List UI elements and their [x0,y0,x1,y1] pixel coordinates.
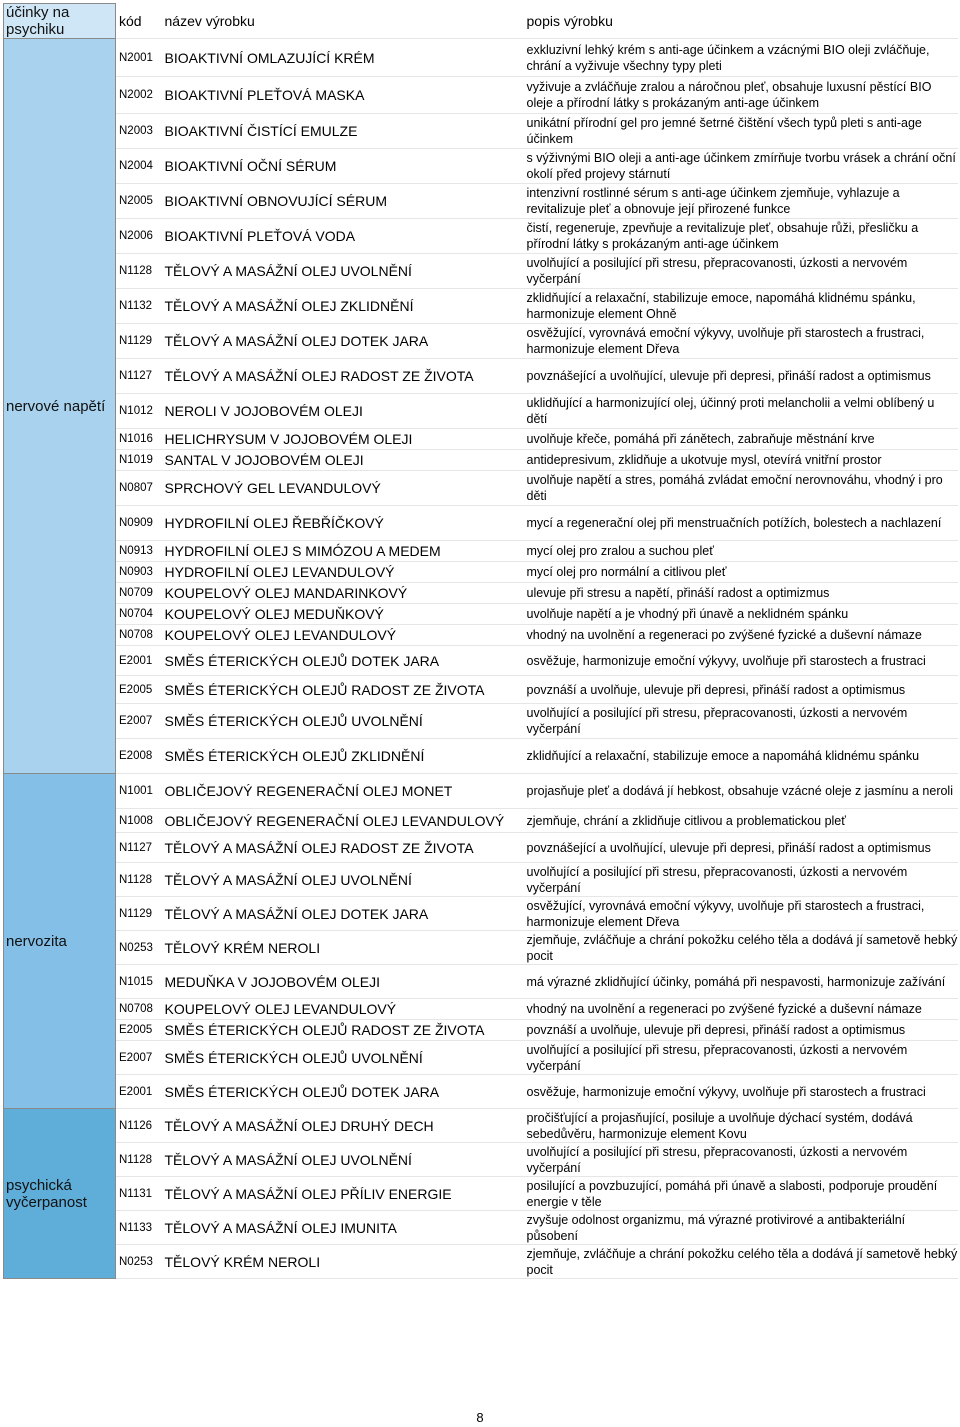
table-row [4,739,958,774]
product-code: N1132 [116,289,162,324]
page-number: 8 [476,1410,484,1425]
table-row [4,324,958,359]
table-row [4,506,958,541]
product-code: N1128 [116,1143,162,1177]
product-description: osvěžující, vyrovnává emoční výkyvy, uvolňuje při starostech a frustraci, harmonizuje element Dřeva [524,324,958,359]
product-description: má výrazné zklidňující účinky, pomáhá při nespavosti, harmonizuje zažívání [524,965,958,999]
product-code: N2004 [116,149,162,184]
table-row [4,254,958,289]
product-name: OBLIČEJOVÝ REGENERAČNÍ OLEJ MONET [162,774,524,809]
table-row [4,646,958,676]
category-cell: nervové napětí [4,39,116,774]
product-description: povznášející a uvolňující, ulevuje při depresi, přináší radost a optimismus [524,833,958,863]
description-header: popis výrobku [524,4,958,39]
table-row [4,359,958,394]
product-description: povznáší a uvolňuje, ulevuje při depresi, přináší radost a optimismus [524,1020,958,1041]
product-description: pročišťující a projasňující, posiluje a uvolňuje dýchací systém, dodává sebedůvěru, harmonizuje element Kovu [524,1109,958,1143]
product-description: s výživnými BIO oleji a anti-age účinkem zmírňuje tvorbu vrásek a chrání oční okolí před projevy stárnutí [524,149,958,184]
product-description: uvolňující a posilující při stresu, přepracovanosti, úzkosti a nervovém vyčerpání [524,704,958,739]
table-row [4,833,958,863]
category-header: účinky na psychiku [4,4,116,39]
product-code: N1016 [116,429,162,450]
table-row [4,1075,958,1109]
product-description: projasňuje pleť a dodává jí hebkost, obsahuje vzácné oleje z jasmínu a neroli [524,774,958,809]
table-row [4,999,958,1020]
product-description: mycí olej pro normální a citlivou pleť [524,562,958,583]
product-code: N1019 [116,450,162,471]
product-description: unikátní přírodní gel pro jemné šetrné čištění všech typů pleti s anti-age účinkem [524,114,958,149]
product-description: povznáší a uvolňuje, ulevuje při depresi, přináší radost a optimismus [524,676,958,704]
product-description: antidepresivum, zklidňuje a ukotvuje mysl, otevírá vnitřní prostor [524,450,958,471]
table-row [4,1177,958,1211]
product-name: HELICHRYSUM V JOJOBOVÉM OLEJI [162,429,524,450]
product-description: vhodný na uvolnění a regeneraci po zvýšené fyzické a duševní námaze [524,625,958,646]
product-name: BIOAKTIVNÍ OČNÍ SÉRUM [162,149,524,184]
product-description: osvěžující, vyrovnává emoční výkyvy, uvolňuje při starostech a frustraci, harmonizuje element Dřeva [524,897,958,931]
product-name: KOUPELOVÝ OLEJ MEDUŇKOVÝ [162,604,524,625]
product-name: TĚLOVÝ A MASÁŽNÍ OLEJ DOTEK JARA [162,897,524,931]
product-code: N1129 [116,324,162,359]
product-code: N1128 [116,863,162,897]
product-description: zvyšuje odolnost organizmu, má výrazné protivirové a antibakteriální působení [524,1211,958,1245]
table-row [4,1143,958,1177]
product-description: mycí olej pro zralou a suchou pleť [524,541,958,562]
product-code: N1129 [116,897,162,931]
product-description: vyživuje a zvláčňuje zralou a náročnou pleť, obsahuje luxusní pěstící BIO oleje a přírodní látky s prokázaným anti-age účinkem [524,77,958,114]
table-row [4,704,958,739]
product-name: TĚLOVÝ A MASÁŽNÍ OLEJ DOTEK JARA [162,324,524,359]
product-code: N0708 [116,625,162,646]
product-description: zjemňuje, chrání a zklidňuje citlivou a problematickou pleť [524,809,958,833]
table-row [4,562,958,583]
product-name: TĚLOVÝ A MASÁŽNÍ OLEJ ZKLIDNĚNÍ [162,289,524,324]
product-name: TĚLOVÝ A MASÁŽNÍ OLEJ DRUHÝ DECH [162,1109,524,1143]
product-description: uvolňuje napětí a stres, pomáhá zvládat emoční nerovnováhu, vhodný i pro děti [524,471,958,506]
product-name: TĚLOVÝ A MASÁŽNÍ OLEJ UVOLNĚNÍ [162,1143,524,1177]
product-code: N0708 [116,999,162,1020]
product-name: TĚLOVÝ KRÉM NEROLI [162,1245,524,1279]
product-description: posilující a povzbuzující, pomáhá při únavě a slabosti, podporuje proudění energie v těle [524,1177,958,1211]
product-code: N0709 [116,583,162,604]
table-row [4,1109,958,1143]
table-row [4,931,958,965]
product-name: SANTAL V JOJOBOVÉM OLEJI [162,450,524,471]
table-row [4,450,958,471]
product-name: OBLIČEJOVÝ REGENERAČNÍ OLEJ LEVANDULOVÝ [162,809,524,833]
product-name: KOUPELOVÝ OLEJ LEVANDULOVÝ [162,625,524,646]
table-body [4,39,958,1279]
table-row [4,604,958,625]
product-code: N2006 [116,219,162,254]
product-name: SMĚS ÉTERICKÝCH OLEJŮ RADOST ZE ŽIVOTA [162,1020,524,1041]
product-description: uvolňující a posilující při stresu, přepracovanosti, úzkosti a nervovém vyčerpání [524,1041,958,1075]
product-description: uvolňuje křeče, pomáhá při zánětech, zabraňuje městnání krve [524,429,958,450]
code-header: kód [116,4,162,39]
product-code: N1015 [116,965,162,999]
product-description: zklidňující a relaxační, stabilizuje emoce, napomáhá klidnému spánku, harmonizuje element Ohně [524,289,958,324]
product-name: TĚLOVÝ A MASÁŽNÍ OLEJ RADOST ZE ŽIVOTA [162,359,524,394]
product-description: uklidňující a harmonizující olej, účinný proti melancholii a velmi oblíbený u dětí [524,394,958,429]
product-code: N1131 [116,1177,162,1211]
product-description: zklidňující a relaxační, stabilizuje emoce a napomáhá klidnému spánku [524,739,958,774]
product-name: BIOAKTIVNÍ PLEŤOVÁ VODA [162,219,524,254]
products-table [3,3,958,1279]
product-description: exkluzivní lehký krém s anti-age účinkem a vzácnými BIO oleji zvláčňuje, chrání a vyživuje všechny typy pleti [524,39,958,77]
product-name: HYDROFILNÍ OLEJ LEVANDULOVÝ [162,562,524,583]
product-description: uvolňující a posilující při stresu, přepracovanosti, úzkosti a nervovém vyčerpání [524,863,958,897]
product-name: MEDUŇKA V JOJOBOVÉM OLEJI [162,965,524,999]
product-name: BIOAKTIVNÍ ČISTÍCÍ EMULZE [162,114,524,149]
table-row [4,583,958,604]
table-row [4,77,958,114]
product-name: KOUPELOVÝ OLEJ MANDARINKOVÝ [162,583,524,604]
product-code: N0903 [116,562,162,583]
product-name: SMĚS ÉTERICKÝCH OLEJŮ UVOLNĚNÍ [162,704,524,739]
product-name: NEROLI V JOJOBOVÉM OLEJI [162,394,524,429]
product-code: E2007 [116,704,162,739]
product-name: TĚLOVÝ A MASÁŽNÍ OLEJ UVOLNĚNÍ [162,254,524,289]
category-cell: psychická vyčerpanost [4,1109,116,1279]
product-code: N1133 [116,1211,162,1245]
product-description: zjemňuje, zvláčňuje a chrání pokožku celého těla a dodává jí sametově hebký pocit [524,1245,958,1279]
table-row [4,1245,958,1279]
product-code: N1128 [116,254,162,289]
table-row [4,625,958,646]
name-header: název výrobku [162,4,524,39]
product-description: mycí a regenerační olej při menstruačních potížích, bolestech a nachlazení [524,506,958,541]
table-row [4,541,958,562]
table-row [4,39,958,77]
product-name: TĚLOVÝ A MASÁŽNÍ OLEJ RADOST ZE ŽIVOTA [162,833,524,863]
table-row [4,1041,958,1075]
product-code: N0704 [116,604,162,625]
product-name: TĚLOVÝ A MASÁŽNÍ OLEJ PŘÍLIV ENERGIE [162,1177,524,1211]
table-row [4,965,958,999]
product-code: N2003 [116,114,162,149]
table-row [4,289,958,324]
product-name: SPRCHOVÝ GEL LEVANDULOVÝ [162,471,524,506]
product-name: HYDROFILNÍ OLEJ ŘEBŘÍČKOVÝ [162,506,524,541]
product-code: N1012 [116,394,162,429]
table-row [4,897,958,931]
product-code: N2005 [116,184,162,219]
product-code: N1126 [116,1109,162,1143]
product-code: N1008 [116,809,162,833]
product-code: E2008 [116,739,162,774]
table-row [4,809,958,833]
product-code: E2005 [116,676,162,704]
product-code: N0253 [116,931,162,965]
product-name: SMĚS ÉTERICKÝCH OLEJŮ UVOLNĚNÍ [162,1041,524,1075]
product-name: BIOAKTIVNÍ PLEŤOVÁ MASKA [162,77,524,114]
product-description: povznášející a uvolňující, ulevuje při depresi, přináší radost a optimismus [524,359,958,394]
table-row [4,471,958,506]
product-name: SMĚS ÉTERICKÝCH OLEJŮ DOTEK JARA [162,1075,524,1109]
product-name: BIOAKTIVNÍ OBNOVUJÍCÍ SÉRUM [162,184,524,219]
product-code: E2001 [116,1075,162,1109]
table-row [4,863,958,897]
product-code: N0913 [116,541,162,562]
product-code: N2002 [116,77,162,114]
product-description: ulevuje při stresu a napětí, přináší radost a optimizmus [524,583,958,604]
product-description: uvolňující a posilující při stresu, přepracovanosti, úzkosti a nervovém vyčerpání [524,1143,958,1177]
product-description: intenzivní rostlinné sérum s anti-age účinkem zjemňuje, vyhlazuje a revitalizuje pleť a obnovuje její přirozené funkce [524,184,958,219]
table-row [4,774,958,809]
product-code: N0253 [116,1245,162,1279]
table-row [4,149,958,184]
table-row [4,1211,958,1245]
product-name: KOUPELOVÝ OLEJ LEVANDULOVÝ [162,999,524,1020]
header-row [4,4,958,39]
product-code: N1127 [116,359,162,394]
product-description: uvolňuje napětí a je vhodný při únavě a neklidném spánku [524,604,958,625]
product-description: osvěžuje, harmonizuje emoční výkyvy, uvolňuje při starostech a frustraci [524,1075,958,1109]
category-cell: nervozita [4,774,116,1109]
product-code: N1127 [116,833,162,863]
table-row [4,429,958,450]
product-name: HYDROFILNÍ OLEJ S MIMÓZOU A MEDEM [162,541,524,562]
table-row [4,676,958,704]
table-row [4,394,958,429]
product-name: SMĚS ÉTERICKÝCH OLEJŮ ZKLIDNĚNÍ [162,739,524,774]
table-row [4,219,958,254]
product-description: vhodný na uvolnění a regeneraci po zvýšené fyzické a duševní námaze [524,999,958,1020]
product-description: zjemňuje, zvláčňuje a chrání pokožku celého těla a dodává jí sametově hebký pocit [524,931,958,965]
product-name: SMĚS ÉTERICKÝCH OLEJŮ DOTEK JARA [162,646,524,676]
product-name: TĚLOVÝ KRÉM NEROLI [162,931,524,965]
product-description: uvolňující a posilující při stresu, přepracovanosti, úzkosti a nervovém vyčerpání [524,254,958,289]
table-row [4,1020,958,1041]
product-code: N2001 [116,39,162,77]
product-name: TĚLOVÝ A MASÁŽNÍ OLEJ IMUNITA [162,1211,524,1245]
table-row [4,114,958,149]
table-row [4,184,958,219]
product-name: SMĚS ÉTERICKÝCH OLEJŮ RADOST ZE ŽIVOTA [162,676,524,704]
product-code: N1001 [116,774,162,809]
product-description: osvěžuje, harmonizuje emoční výkyvy, uvolňuje při starostech a frustraci [524,646,958,676]
product-code: E2007 [116,1041,162,1075]
product-name: TĚLOVÝ A MASÁŽNÍ OLEJ UVOLNĚNÍ [162,863,524,897]
product-name: BIOAKTIVNÍ OMLAZUJÍCÍ KRÉM [162,39,524,77]
product-description: čistí, regeneruje, zpevňuje a revitalizuje pleť, obsahuje růži, přesličku a přírodní látky s prokázaným anti-age účinkem [524,219,958,254]
product-code: N0807 [116,471,162,506]
product-code: E2005 [116,1020,162,1041]
product-code: N0909 [116,506,162,541]
product-code: E2001 [116,646,162,676]
